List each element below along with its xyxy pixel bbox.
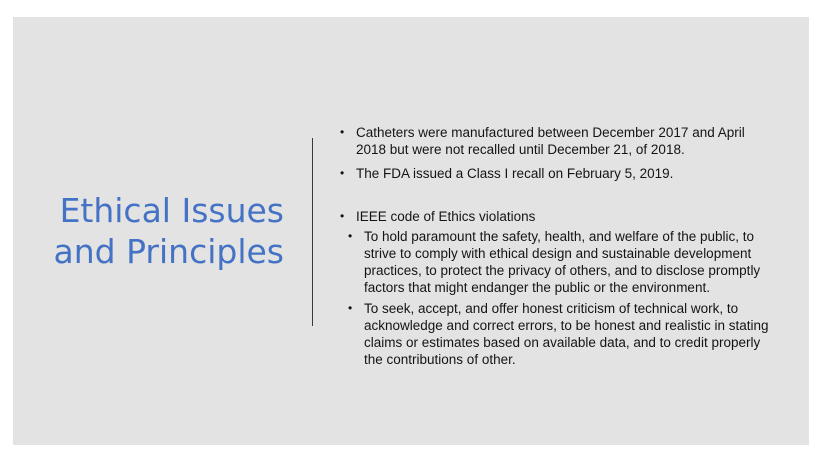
bullet-dot-icon: • [340,209,345,223]
slide [13,17,809,445]
bullet-dot-icon: • [348,229,353,243]
title-line-1: Ethical Issues [59,191,284,230]
spacer [340,189,770,208]
title-line-2: and Principles [53,232,284,271]
bullet-dot-icon: • [340,166,345,180]
vertical-divider [312,138,313,326]
bullet-item [340,208,770,225]
sub-bullet-text: To hold paramount the safety, health, and welfare of the public, to strive to comply with ethical design and sustainable development practices, to protect the privacy of others, and to disclose promptly factors that might endanger the public or the environment. [364,229,761,295]
sub-bullet-item [340,228,770,296]
bullet-text: IEEE code of Ethics violations [356,209,536,224]
sub-bullet-item [340,300,770,368]
bullet-list [340,124,770,372]
bullet-item [340,165,770,182]
bullet-item [340,124,770,158]
bullet-text: The FDA issued a Class I recall on February 5, 2019. [356,166,674,181]
bullet-text: Catheters were manufactured between December 2017 and April 2018 but were not recalled until December 21, of 2018. [356,125,745,157]
slide-title [13,190,284,272]
bullet-dot-icon: • [340,125,345,139]
bullet-dot-icon: • [348,301,353,315]
sub-bullet-text: To seek, accept, and offer honest criticism of technical work, to acknowledge and correct errors, to be honest and realistic in stating claims or estimates based on available data, and to credit properly the contributions of other. [364,301,769,367]
